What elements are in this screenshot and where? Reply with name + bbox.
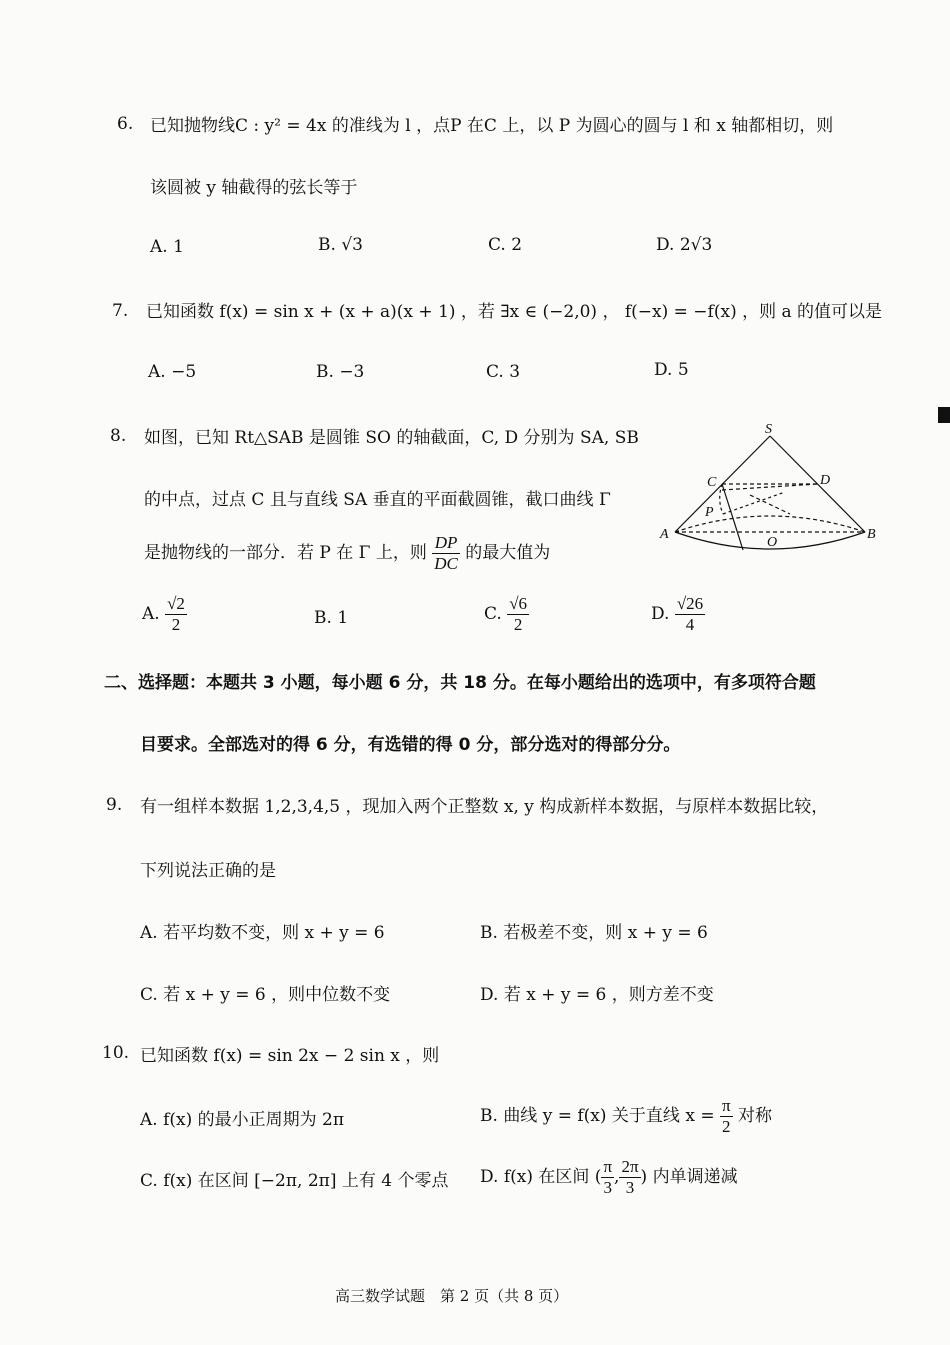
q9-option-a: A. 若平均数不变，则 x + y = 6 <box>140 923 385 943</box>
label-d: D <box>820 473 831 488</box>
page-footer: 高三数学试题 第 2 页（共 8 页） <box>335 1287 569 1305</box>
q10-number: 10. <box>102 1043 130 1063</box>
q8-text-line2: 的中点，过点 C 且与直线 SA 垂直的平面截圆锥，截口曲线 Γ <box>144 490 611 510</box>
q6-option-a: A. 1 <box>150 237 184 257</box>
q9-option-c: C. 若 x + y = 6 ，则中位数不变 <box>140 985 391 1005</box>
q10-option-c: C. f(x) 在区间 [−2π, 2π] 上有 4 个零点 <box>140 1171 449 1191</box>
q7-option-c: C. 3 <box>486 362 521 382</box>
q6-option-b: B. √3 <box>318 235 363 255</box>
q8-option-a: A. $\frac{√2}{2}$ <box>142 594 185 634</box>
q8-ratio-fraction: $\frac{DP}{DC}$ <box>434 533 458 573</box>
q7-text-line1: 已知函数 f(x) = sin x + (x + a)(x + 1) ，若 ∃x ∈ (−2,0) ， f(−x) = −f(x) ，则 a 的值可以是 <box>146 302 883 322</box>
label-b: B <box>867 527 876 542</box>
q10-option-b: B. 曲线 y = f(x) 关于直线 x = $\frac{\pi}{2}$ 对称 <box>480 1096 772 1136</box>
q10-option-d: D. f(x) 在区间 ( $\frac{\pi}{3}$ , $\frac{2\pi}{3}$ ) 内单调递减 <box>480 1157 738 1197</box>
label-a: A <box>660 527 669 542</box>
q9-number: 9. <box>106 795 123 815</box>
q6-option-d: D. 2√3 <box>656 235 713 255</box>
section2-heading-line2: 目要求。全部选对的得 6 分，有选错的得 0 分，部分选对的得部分分。 <box>140 735 681 755</box>
label-o: O <box>767 535 778 550</box>
q8-text-line3: 是抛物线的一部分．若 P 在 Γ 上，则 $\frac{DP}{DC}$ 的最大值为 <box>144 533 551 573</box>
q9-option-d: D. 若 x + y = 6 ，则方差不变 <box>480 985 714 1005</box>
q9-text-line2: 下列说法正确的是 <box>140 861 276 881</box>
q9-option-b: B. 若极差不变，则 x + y = 6 <box>480 923 708 943</box>
q8-option-d: D. $\frac{√26}{4}$ <box>651 594 704 634</box>
q10-text-line1: 已知函数 f(x) = sin 2x − 2 sin x ，则 <box>140 1046 440 1066</box>
q8-number: 8. <box>110 426 127 446</box>
q10-option-a: A. f(x) 的最小正周期为 2π <box>140 1110 345 1130</box>
edge-marker <box>938 407 950 423</box>
label-p: P <box>705 505 714 520</box>
q9-text-line1: 有一组样本数据 1,2,3,4,5 ，现加入两个正整数 x, y 构成新样本数据，与原样本数据比较， <box>140 797 829 817</box>
section2-heading-line1: 二、选择题：本题共 3 小题，每小题 6 分，共 18 分。在每小题给出的选项中，有多项符合题 <box>104 673 816 693</box>
q7-option-d: D. 5 <box>654 360 689 380</box>
q8-option-b: B. 1 <box>314 608 349 628</box>
q8-text-line1: 如图，已知 Rt△SAB 是圆锥 SO 的轴截面，C, D 分别为 SA, SB <box>144 428 639 448</box>
label-c: C <box>707 475 717 490</box>
q7-number: 7. <box>112 301 129 321</box>
q7-option-b: B. −3 <box>316 362 365 382</box>
q7-option-a: A. −5 <box>148 362 197 382</box>
label-s: S <box>765 422 772 437</box>
q6-option-c: C. 2 <box>488 235 523 255</box>
q6-text-line2: 该圆被 y 轴截得的弦长等于 <box>150 178 358 198</box>
cone-figure <box>655 418 885 558</box>
q6-number: 6. <box>117 114 134 134</box>
q6-text-line1: 已知抛物线C : y² = 4x 的准线为 l ，点P 在C 上，以 P 为圆心的圆与 l 和 x 轴都相切，则 <box>150 116 834 136</box>
q8-option-c: C. $\frac{√6}{2}$ <box>484 594 528 634</box>
